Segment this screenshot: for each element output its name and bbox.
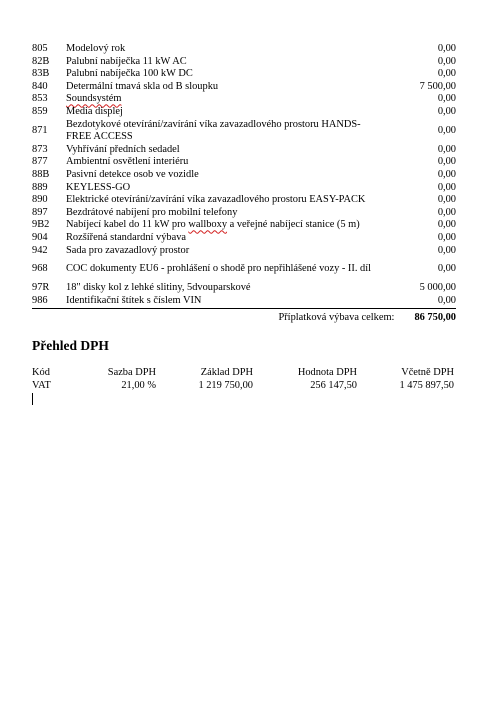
equipment-row [32, 245, 456, 258]
item-description: Elektrické otevírání/zavírání víka zavazadlového prostoru EASY-PACK [66, 194, 366, 206]
item-code: 889 [32, 181, 48, 193]
item-code: 82B [32, 55, 50, 67]
item-code: 805 [32, 43, 48, 54]
item-description: Bezdotykové otevírání/zavírání víka zavazadlového prostoru HANDS-FREE ACCESS [66, 118, 361, 143]
equipment-row [32, 257, 456, 282]
vat-header-rate: Sazba DPH [107, 367, 156, 378]
item-price: 7 500,00 [419, 80, 456, 92]
item-description-part: Nabíjecí kabel do 11 kW pro [66, 219, 189, 231]
item-description: Identifikační štítek s číslem VIN [66, 294, 202, 306]
item-code: 942 [32, 244, 48, 256]
item-code: 859 [32, 105, 48, 117]
item-code: 83B [32, 68, 50, 80]
item-code: 840 [32, 80, 48, 92]
item-price: 0,00 [437, 156, 456, 168]
item-price: 0,00 [437, 168, 456, 180]
item-code: 97R [32, 282, 50, 294]
vat-amount: 256 147,50 [310, 380, 357, 391]
equipment-row [32, 232, 456, 245]
item-price: 0,00 [437, 68, 456, 80]
vat-rate: 21,00 % [121, 380, 156, 391]
item-code: 9B2 [32, 219, 50, 231]
equipment-total [32, 311, 456, 324]
item-price: 0,00 [437, 263, 456, 275]
item-price: 0,00 [437, 194, 456, 206]
vat-table [32, 367, 456, 393]
item-description: COC dokumenty EU6 - prohlášení o shodě pro nepřihlášené vozy - II. díl [66, 263, 372, 275]
vat-data-row [32, 380, 456, 393]
vat-header-total: Včetně DPH [401, 367, 454, 378]
item-code: 873 [32, 143, 48, 155]
item-price: 0,00 [437, 55, 456, 67]
equipment-row [32, 93, 456, 106]
item-price: 5 000,00 [419, 282, 456, 294]
item-description: Ambientní osvětlení interiéru [66, 156, 189, 168]
total-rule [32, 308, 456, 309]
vat-total: 1 475 897,50 [399, 380, 454, 391]
vat-header-amount: Hodnota DPH [297, 367, 357, 378]
equipment-row [32, 56, 456, 69]
item-description: Soundsystém [66, 93, 122, 105]
item-code: 877 [32, 156, 48, 168]
item-price: 0,00 [437, 124, 456, 136]
item-price: 0,00 [437, 244, 456, 256]
item-description: Determální tmavá skla od B sloupku [66, 80, 219, 92]
equipment-row [32, 282, 456, 295]
item-description: Vyhřívání předních sedadel [66, 143, 180, 155]
equipment-list [32, 43, 456, 324]
equipment-row [32, 106, 456, 119]
item-price: 0,00 [437, 231, 456, 243]
vat-summary-title: Přehled DPH [32, 338, 109, 353]
item-description: Palubní nabíječka 100 kW DC [66, 68, 193, 80]
item-price: 0,00 [437, 43, 456, 54]
item-code: 986 [32, 294, 48, 306]
equipment-row [32, 295, 456, 308]
equipment-row [32, 81, 456, 94]
vat-header-row [32, 367, 456, 380]
vat-code: VAT [32, 380, 51, 391]
equipment-row [32, 182, 456, 195]
item-price: 0,00 [437, 181, 456, 193]
total-value: 86 750,00 [414, 312, 456, 324]
item-code: 968 [32, 263, 48, 275]
item-code: 853 [32, 93, 48, 105]
item-price: 0,00 [437, 93, 456, 105]
item-description: Sada pro zavazadlový prostor [66, 244, 190, 256]
item-code: 904 [32, 231, 48, 243]
equipment-row [32, 119, 456, 144]
vat-header-code: Kód [32, 367, 50, 378]
vat-header-base: Základ DPH [200, 367, 253, 378]
item-price: 0,00 [437, 206, 456, 218]
equipment-row [32, 169, 456, 182]
equipment-row [32, 144, 456, 157]
item-price: 0,00 [437, 105, 456, 117]
equipment-row [32, 219, 456, 232]
equipment-row [32, 43, 456, 56]
item-description: KEYLESS-GO [66, 181, 131, 193]
item-code: 897 [32, 206, 48, 218]
equipment-row [32, 68, 456, 81]
item-description: Media displej [66, 105, 123, 117]
item-price: 0,00 [437, 294, 456, 306]
item-code: 890 [32, 194, 48, 206]
item-price: 0,00 [437, 219, 456, 231]
item-description: Palubní nabíječka 11 kW AC [66, 55, 187, 67]
item-description: Pasivní detekce osob ve vozidle [66, 168, 199, 180]
item-price: 0,00 [437, 143, 456, 155]
total-label: Příplatková výbava celkem: [278, 312, 395, 324]
vat-base: 1 219 750,00 [198, 380, 253, 391]
equipment-row [32, 156, 456, 169]
item-description: Bezdrátové nabíjení pro mobilní telefony [66, 206, 238, 218]
equipment-row [32, 207, 456, 220]
item-code: 871 [32, 124, 48, 136]
item-description-part: a veřejné nabíjecí stanice (5 m) [227, 219, 360, 231]
item-description: Modelový rok [66, 43, 126, 54]
equipment-row [32, 194, 456, 207]
item-description: Rozšířená standardní výbava [66, 231, 187, 243]
spellcheck-word: wallboxy [188, 219, 228, 231]
item-description [66, 219, 384, 232]
text-cursor[interactable] [32, 393, 33, 405]
item-description: 18" disky kol z lehké slitiny, 5dvouparskové [66, 282, 251, 294]
item-code: 88B [32, 168, 50, 180]
